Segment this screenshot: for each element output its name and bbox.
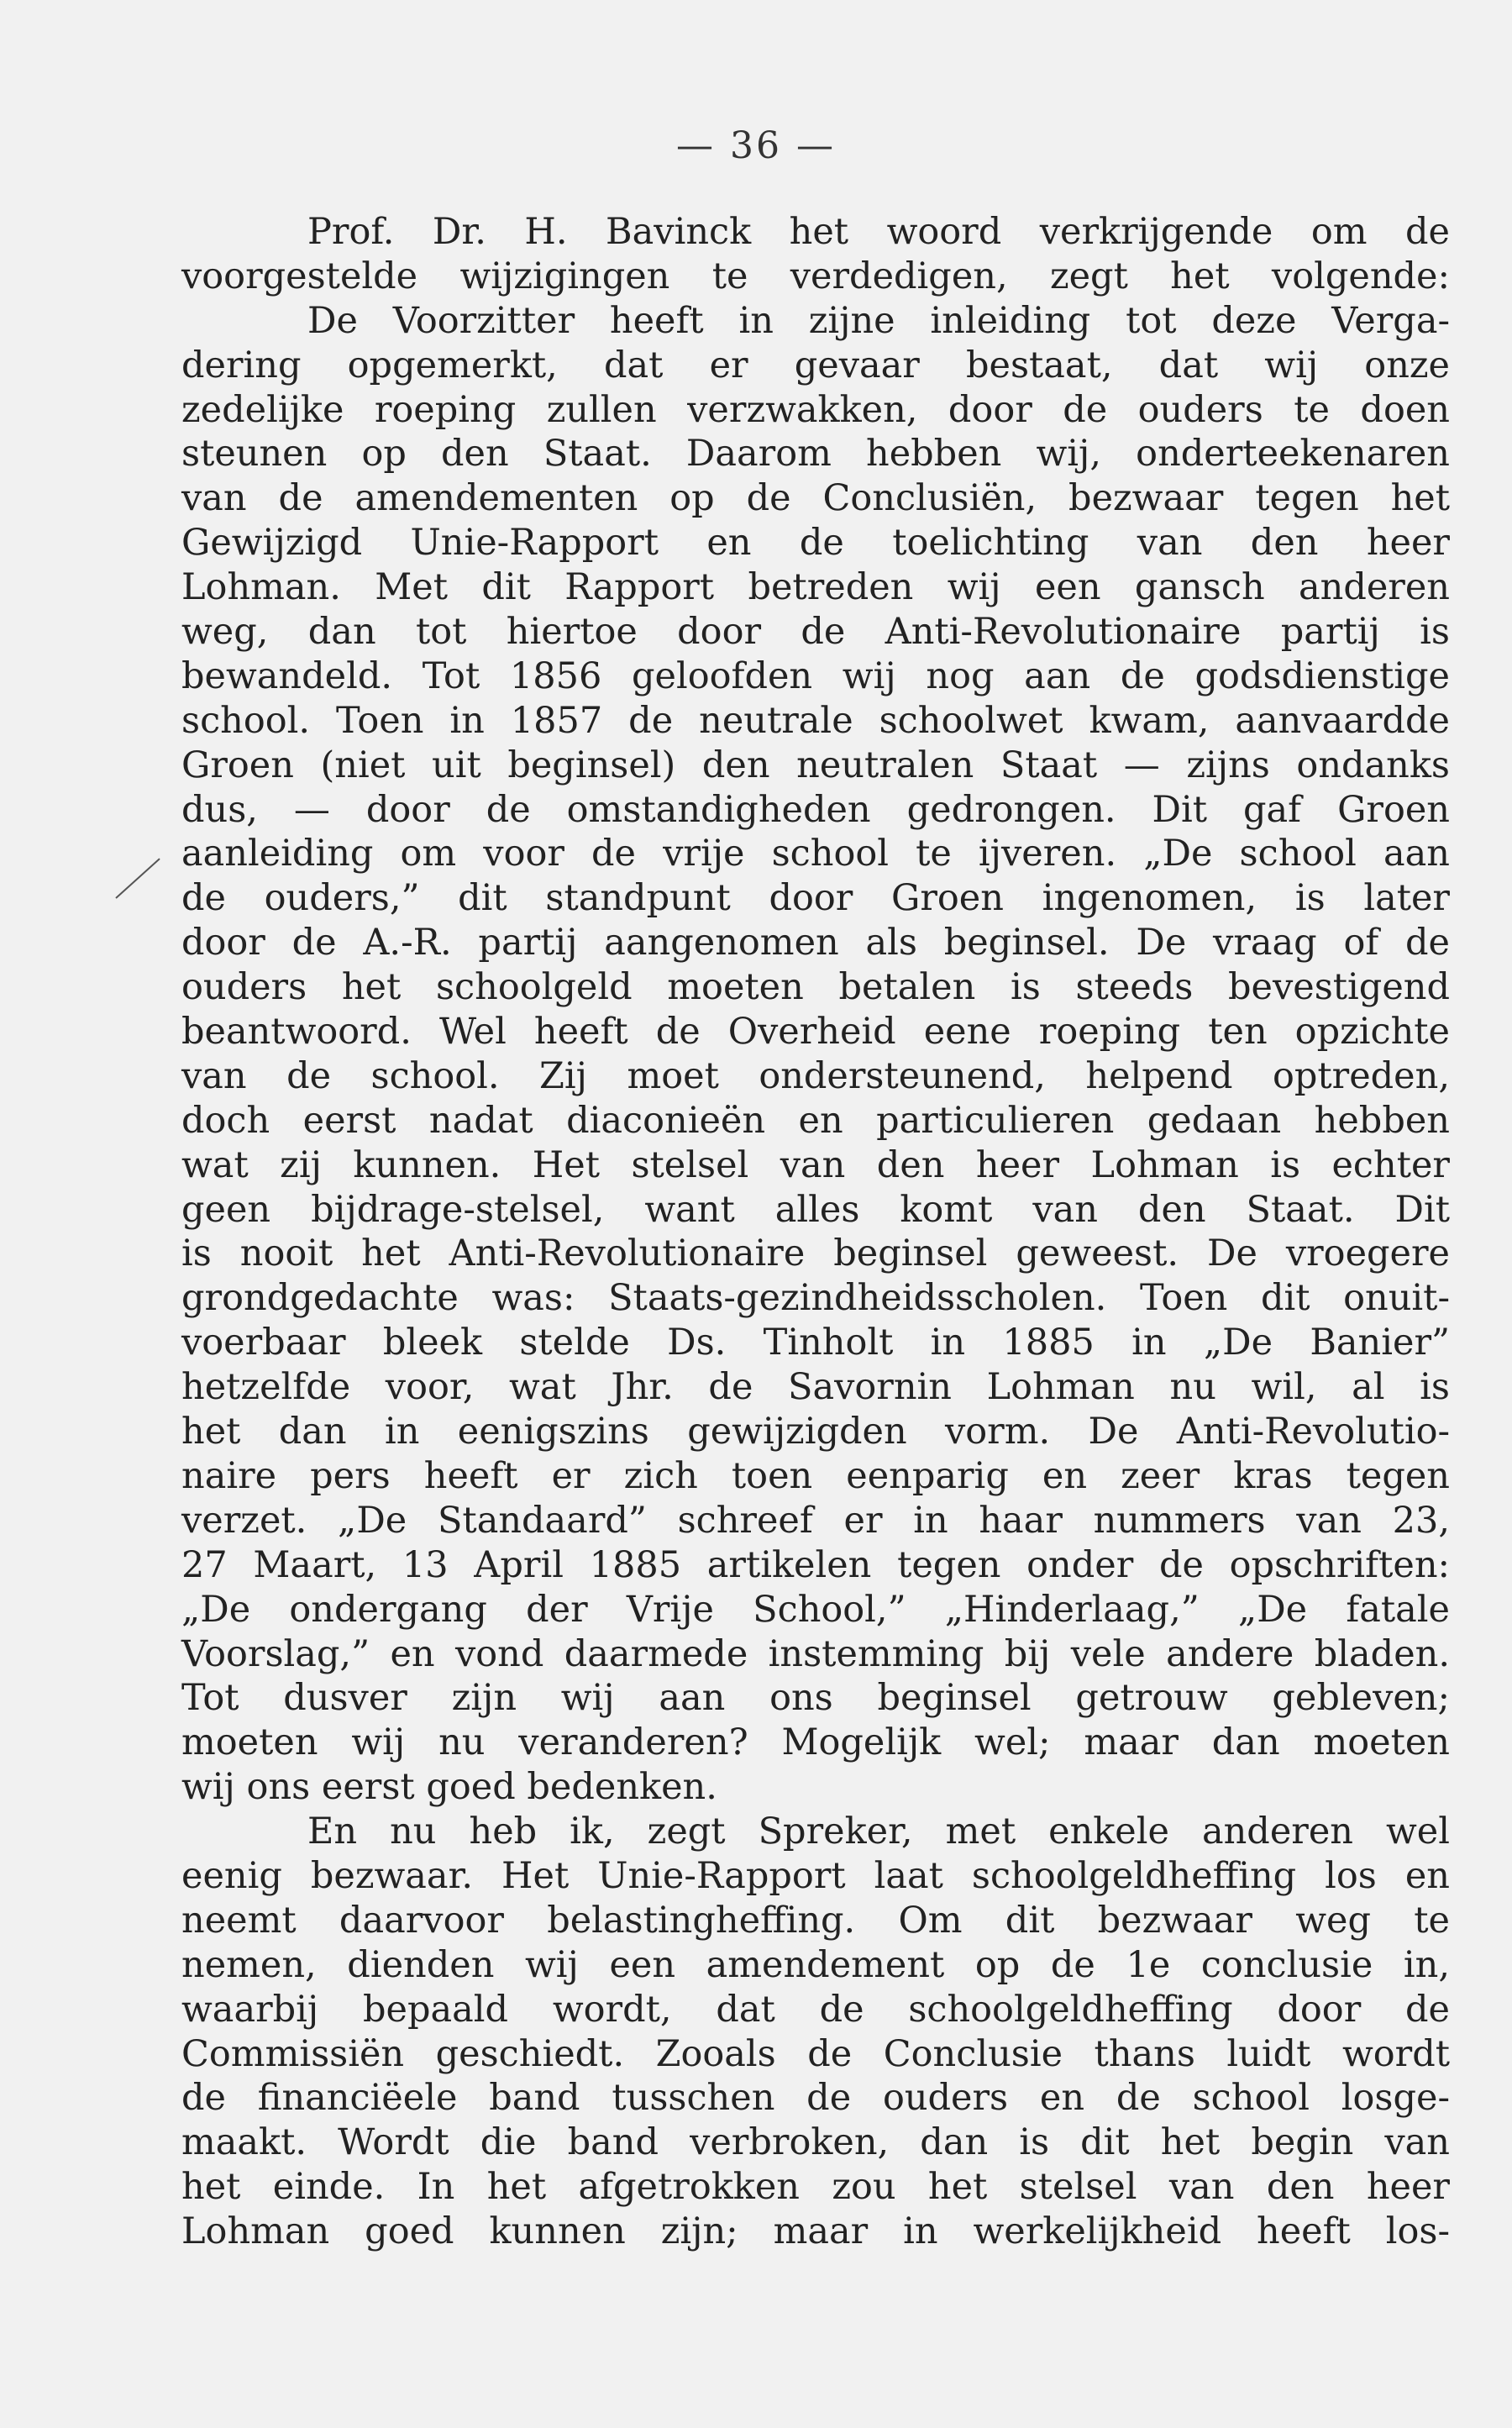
text-line: het dan in eenigszins gewijzigden vorm. De Anti-Revolutio-	[181, 1411, 1450, 1453]
text-line: het einde. In het afgetrokken zou het stelsel van den heer	[181, 2166, 1450, 2209]
text-line: Commissiën geschiedt. Zooals de Conclusie thans luidt wordt	[181, 2032, 1450, 2075]
text-line: van de school. Zij moet ondersteunend, helpend optreden,	[181, 1054, 1450, 1097]
text-line: neemt daarvoor belastingheffing. Om dit bezwaar weg te	[181, 1899, 1450, 1942]
text-line: De Voorzitter heeft in zijne inleiding tot deze Verga-	[307, 299, 1450, 342]
text-line: Lohman goed kunnen zijn; maar in werkelijkheid heeft los-	[181, 2210, 1450, 2253]
text-line: ouders het schoolgeld moeten betalen is steeds bevestigend	[181, 966, 1450, 1009]
text-line: voerbaar bleek stelde Ds. Tinholt in 1885 in „De Banier”	[181, 1322, 1450, 1364]
text-line: naire pers heeft er zich toen eenparig en zeer kras tegen	[181, 1454, 1450, 1497]
text-line: „De ondergang der Vrije School,” „Hinderlaag,” „De fatale	[181, 1588, 1450, 1631]
text-line: dus, — door de omstandigheden gedrongen. Dit gaf Groen	[181, 788, 1450, 831]
body-text	[181, 210, 1450, 2254]
text-line: wij ons eerst goed bedenken.	[181, 1766, 717, 1809]
text-line: En nu heb ik, zegt Spreker, met enkele anderen wel	[307, 1810, 1450, 1853]
text-line: school. Toen in 1857 de neutrale schoolwet kwam, aanvaardde	[181, 699, 1450, 742]
text-line: Groen (niet uit beginsel) den neutralen Staat — zijns ondanks	[181, 744, 1450, 786]
text-line: Lohman. Met dit Rapport betreden wij een gansch anderen	[181, 566, 1450, 609]
text-line: waarbij bepaald wordt, dat de schoolgeldheffing door de	[181, 1988, 1450, 2031]
text-line: Tot dusver zijn wij aan ons beginsel getrouw gebleven;	[181, 1677, 1450, 1720]
text-line: dering opgemerkt, dat er gevaar bestaat, dat wij onze	[181, 344, 1450, 386]
page-number: — 36 —	[676, 124, 836, 167]
text-line: Gewijzigd Unie-Rapport en de toelichting van den heer	[181, 522, 1450, 565]
text-line: Prof. Dr. H. Bavinck het woord verkrijgende om de	[307, 211, 1450, 253]
text-line: verzet. „De Standaard” schreef er in haar nummers van 23,	[181, 1499, 1450, 1542]
text-line: nemen, dienden wij een amendement op de 1e conclusie in,	[181, 1943, 1450, 1986]
margin-pencil-mark	[115, 858, 160, 898]
text-line: bewandeld. Tot 1856 geloofden wij nog aan de godsdienstige	[181, 654, 1450, 697]
text-line: aanleiding om voor de vrije school te ijveren. „De school aan	[181, 833, 1450, 875]
text-line: eenig bezwaar. Het Unie-Rapport laat schoolgeldheffing los en	[181, 1854, 1450, 1897]
text-line: Voorslag,” en vond daarmede instemming bij vele andere bladen.	[181, 1632, 1450, 1675]
text-line: weg, dan tot hiertoe door de Anti-Revolutionaire partij is	[181, 611, 1450, 654]
text-line: is nooit het Anti-Revolutionaire beginsel geweest. De vroegere	[181, 1232, 1450, 1275]
text-line: de financiëele band tusschen de ouders en de school losge-	[181, 2077, 1450, 2120]
text-line: wat zij kunnen. Het stelsel van den heer Lohman is echter	[181, 1143, 1450, 1186]
text-line: maakt. Wordt die band verbroken, dan is dit het begin van	[181, 2121, 1450, 2164]
text-line: door de A.-R. partij aangenomen als beginsel. De vraag of de	[181, 922, 1450, 964]
text-line: beantwoord. Wel heeft de Overheid eene roeping ten opzichte	[181, 1011, 1450, 1054]
text-line: 27 Maart, 13 April 1885 artikelen tegen onder de opschriften:	[181, 1543, 1450, 1586]
text-line: geen bijdrage-stelsel, want alles komt van den Staat. Dit	[181, 1188, 1450, 1231]
text-line: grondgedachte was: Staats-gezindheidsscholen. Toen dit onuit-	[181, 1277, 1450, 1320]
text-line: zedelijke roeping zullen verzwakken, door de ouders te doen	[181, 388, 1450, 431]
text-line: doch eerst nadat diaconieën en particulieren gedaan hebben	[181, 1099, 1450, 1142]
text-line: voorgestelde wijzigingen te verdedigen, zegt het volgende:	[181, 255, 1450, 297]
text-line: moeten wij nu veranderen? Mogelijk wel; maar dan moeten	[181, 1721, 1450, 1764]
text-line: steunen op den Staat. Daarom hebben wij, onderteekenaren	[181, 433, 1450, 476]
text-line: hetzelfde voor, wat Jhr. de Savornin Lohman nu wil, al is	[181, 1366, 1450, 1409]
text-line: van de amendementen op de Conclusiën, bezwaar tegen het	[181, 477, 1450, 520]
text-line: de ouders,” dit standpunt door Groen ingenomen, is later	[181, 877, 1450, 920]
